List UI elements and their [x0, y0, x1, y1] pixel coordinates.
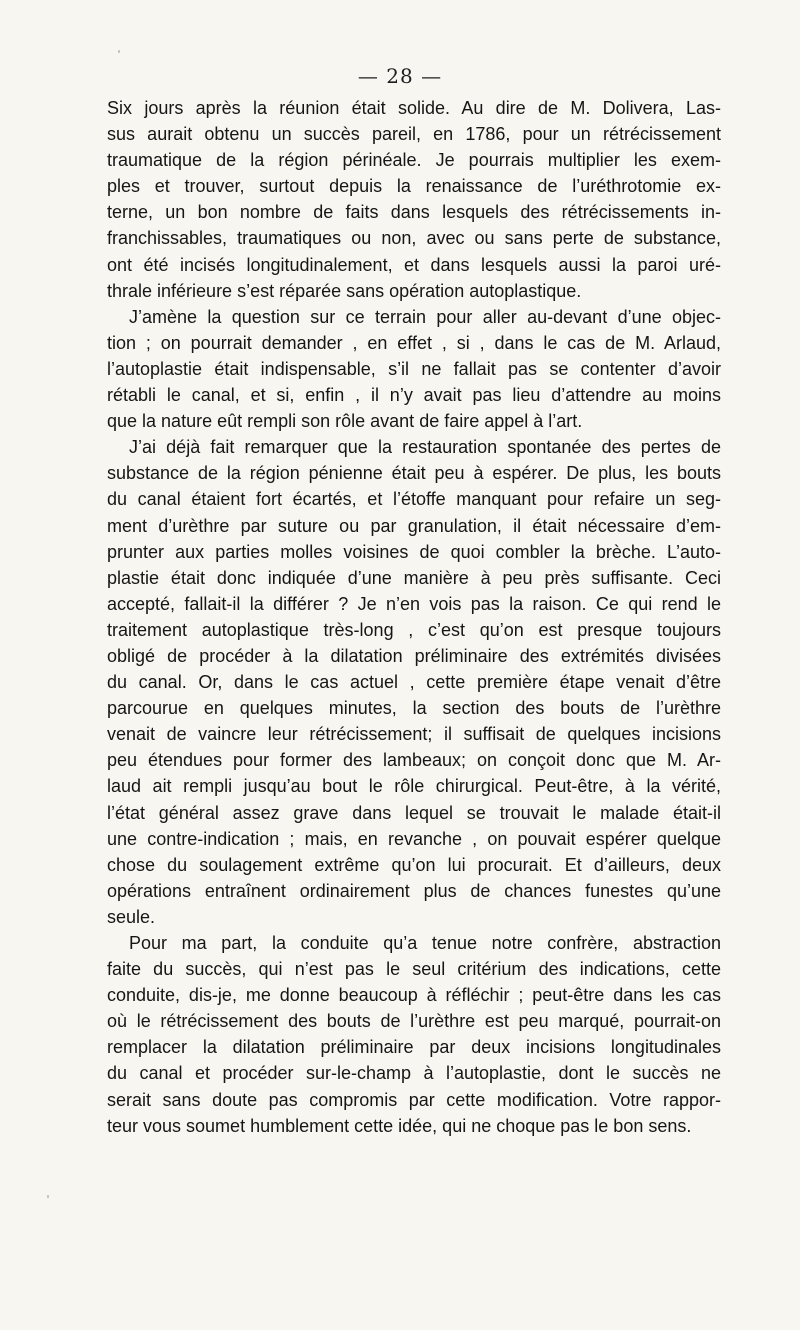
text-line: teur vous soumet humblement cette idée, qui ne choque pas le bon sens.: [107, 1115, 692, 1136]
page-number: — 28 —: [357, 64, 443, 88]
text-line: thrale inférieure s’est réparée sans opération autoplastique.: [107, 280, 582, 301]
text-line: parcourue en quelques minutes, la section des bouts de l’urèthre: [107, 698, 721, 719]
print-speck: [47, 1195, 49, 1198]
text-line: terne, un bon nombre de faits dans lesquels des rétrécissements in-: [107, 202, 721, 223]
text-line: du canal et procéder sur-le-champ à l’autoplastie, dont le succès ne: [107, 1063, 721, 1084]
text-line: prunter aux parties molles voisines de quoi combler la brèche. L’auto-: [107, 541, 721, 562]
paragraph: [107, 304, 721, 434]
paragraph: [107, 434, 721, 930]
text-line: Six jours après la réunion était solide. Au dire de M. Dolivera, Las-: [107, 98, 721, 118]
text-line: opérations entraînent ordinairement plus de chances funestes qu’une: [107, 880, 721, 901]
text-line: traumatique de la région périnéale. Je pourrais multiplier les exem-: [107, 150, 721, 171]
text-line: où le rétrécissement des bouts de l’urèthre est peu marqué, pourrait-on: [107, 1011, 721, 1032]
paragraph: [107, 95, 721, 304]
text-line: J’amène la question sur ce terrain pour aller au-devant d’une objec-: [129, 306, 721, 327]
text-line: franchissables, traumatiques ou non, avec ou sans perte de substance,: [107, 228, 721, 249]
text-line: J’ai déjà fait remarquer que la restauration spontanée des pertes de: [129, 437, 721, 458]
paragraph: [107, 930, 721, 1139]
text-line: obligé de procéder à la dilatation préliminaire des extrémités divisées: [107, 645, 721, 666]
text-line: accepté, fallait-il la différer ? Je n’en vois pas la raison. Ce qui rend le: [107, 593, 721, 614]
text-line: l’autoplastie était indispensable, s’il ne fallait pas se contenter d’avoir: [107, 358, 721, 379]
text-line: laud ait rempli jusqu’au bout le rôle chirurgical. Peut-être, à la vérité,: [107, 776, 721, 797]
text-line: rétabli le canal, et si, enfin , il n’y avait pas lieu d’attendre au moins: [107, 385, 721, 406]
text-line: sus aurait obtenu un succès pareil, en 1786, pour un rétrécissement: [107, 124, 721, 145]
text-line: venait de vaincre leur rétrécissement; il suffisait de quelques incisions: [107, 724, 721, 745]
text-line: seule.: [107, 906, 156, 927]
text-line: peu étendues pour former des lambeaux; on conçoit donc que M. Ar-: [107, 750, 721, 771]
text-line: chose du soulagement extrême qu’on lui procurait. Et d’ailleurs, deux: [107, 854, 721, 875]
text-line: remplacer la dilatation préliminaire par deux incisions longitudinales: [107, 1037, 721, 1058]
body-text: [107, 95, 721, 1139]
text-line: du canal. Or, dans le cas actuel , cette première étape venait d’être: [107, 672, 721, 693]
text-line: conduite, dis-je, me donne beaucoup à réfléchir ; peut-être dans les cas: [107, 985, 721, 1006]
text-line: faite du succès, qui n’est pas le seul critérium des indications, cette: [107, 959, 721, 980]
text-line: du canal étaient fort écartés, et l’étoffe manquant pour refaire un seg-: [107, 489, 721, 510]
text-line: que la nature eût rempli son rôle avant de faire appel à l’art.: [107, 411, 583, 432]
text-line: une contre-indication ; mais, en revanche , on pouvait espérer quelque: [107, 828, 721, 849]
text-line: plastie était donc indiquée d’une manière à peu près suffisante. Ceci: [107, 567, 721, 588]
text-line: substance de la région pénienne était peu à espérer. De plus, les bouts: [107, 463, 721, 484]
text-line: ont été incisés longitudinalement, et dans lesquels aussi la paroi uré-: [107, 254, 721, 275]
print-speck: [118, 50, 120, 53]
text-line: l’état général assez grave dans lequel se trouvait le malade était-il: [107, 802, 721, 823]
text-line: serait sans doute pas compromis par cette modification. Votre rappor-: [107, 1089, 721, 1110]
text-line: Pour ma part, la conduite qu’a tenue notre confrère, abstraction: [129, 933, 721, 953]
text-line: tion ; on pourrait demander , en effet , si , dans le cas de M. Arlaud,: [107, 332, 721, 353]
text-line: ment d’urèthre par suture ou par granulation, il était nécessaire d’em-: [107, 515, 721, 536]
text-line: traitement autoplastique très-long , c’est qu’on est presque toujours: [107, 619, 721, 640]
text-line: ples et trouver, surtout depuis la renaissance de l’uréthrotomie ex-: [107, 176, 721, 197]
